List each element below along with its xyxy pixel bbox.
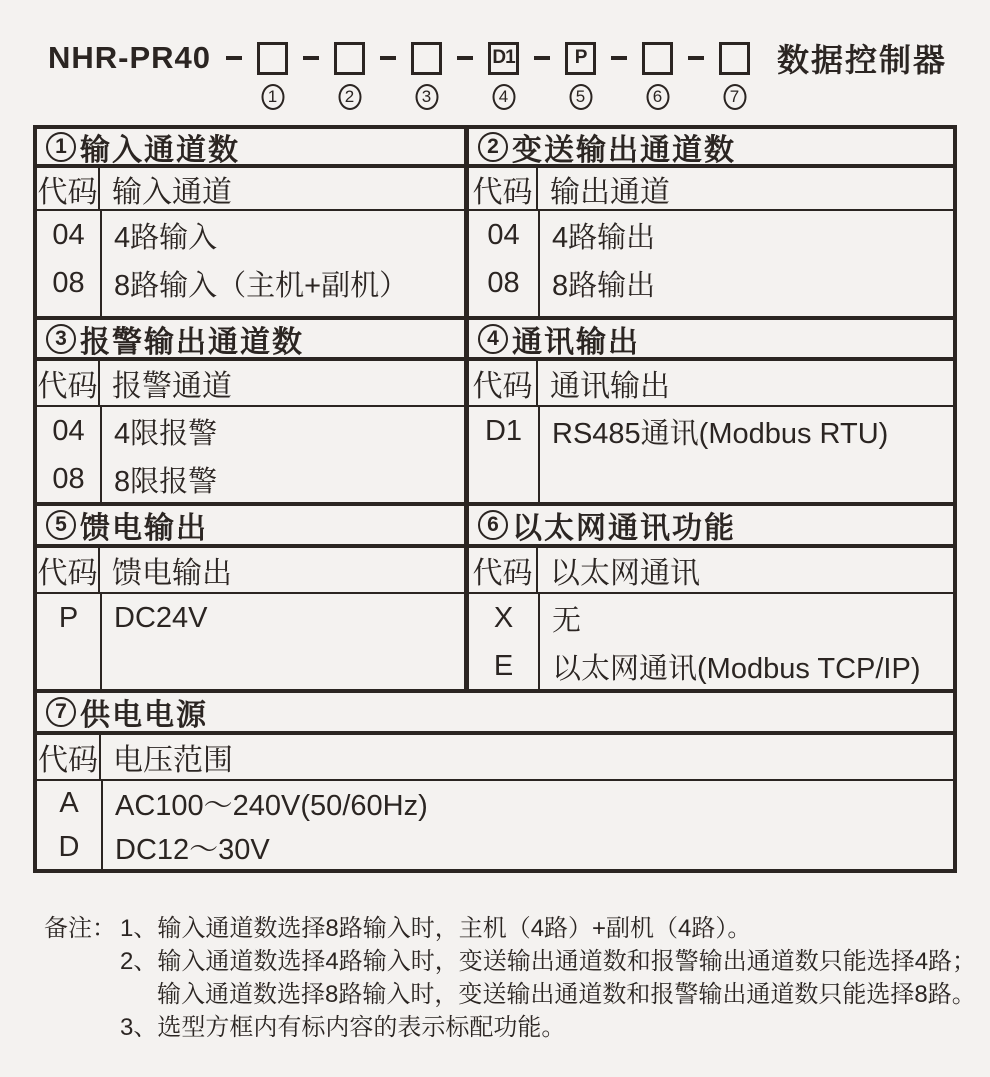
column-divider — [100, 407, 102, 502]
model-code-box — [411, 42, 442, 75]
model-boxes — [226, 42, 750, 106]
notes-label: 备注： — [44, 915, 116, 942]
section-title — [469, 129, 953, 168]
option-code: A — [59, 786, 79, 819]
options-area — [469, 211, 953, 316]
product-title: 数据控制器 — [777, 42, 948, 78]
circled-number-icon: 4 — [478, 324, 508, 354]
code-column-header: 代码 — [37, 168, 100, 209]
section-title — [37, 506, 464, 548]
option-code: 08 — [487, 266, 520, 299]
selection-table — [33, 125, 957, 873]
note-line: 2、输入通道数选择4路输入时，变送输出通道数和报警输出通道数只能选择4路； — [120, 948, 977, 975]
column-header-row — [37, 735, 953, 781]
section-feed-output — [37, 506, 464, 689]
option-description: DC12～30V — [115, 833, 270, 866]
section-alarm-output-channels — [37, 320, 464, 502]
note-line: 3、选型方框内有标内容的表示标配功能。 — [120, 1014, 566, 1041]
note-line: 1、输入通道数选择8路输入时，主机（4路）+副机（4路）。 — [120, 915, 752, 942]
column-divider — [538, 211, 540, 316]
desc-column-header: 报警通道 — [112, 370, 232, 403]
table-row-pair — [37, 689, 953, 869]
option-row — [469, 259, 953, 307]
model-code-slot — [642, 42, 673, 106]
dash-separator — [303, 56, 319, 60]
model-code-box: P — [565, 42, 596, 75]
column-header-row — [469, 168, 953, 211]
section-title-text: 馈电输出 — [80, 512, 208, 545]
desc-column-header: 馈电输出 — [112, 557, 232, 590]
section-title-text: 通讯输出 — [512, 325, 640, 359]
circled-number-icon: 4 — [492, 84, 515, 110]
desc-column-header: 通讯输出 — [550, 370, 670, 403]
section-title-text: 输入通道数 — [80, 133, 240, 167]
circled-number-icon: 6 — [646, 84, 669, 110]
section-input-channels — [37, 129, 464, 316]
model-code-box — [334, 42, 365, 75]
option-row — [469, 407, 953, 455]
code-column-header: 代码 — [469, 548, 538, 592]
code-column-header: 代码 — [37, 548, 100, 592]
option-row — [469, 642, 953, 690]
section-title-text: 供电电源 — [80, 699, 208, 732]
note-line: 输入通道数选择8路输入时，变送输出通道数和报警输出通道数只能选择8路。 — [157, 981, 976, 1008]
dash-separator — [688, 56, 704, 60]
column-header-row — [37, 361, 464, 407]
circled-number-icon: 1 — [261, 84, 284, 110]
option-code: 04 — [52, 218, 85, 251]
circled-number-icon: 3 — [415, 84, 438, 110]
dash-separator — [457, 56, 473, 60]
code-column-header: 代码 — [469, 361, 538, 405]
column-divider — [538, 407, 540, 502]
circled-number-icon: 1 — [46, 132, 76, 162]
column-header-row — [37, 548, 464, 594]
model-code-box — [642, 42, 673, 75]
dash-separator — [611, 56, 627, 60]
option-code: 08 — [52, 462, 85, 495]
column-header-row — [37, 168, 464, 211]
model-code-slot — [719, 42, 750, 106]
circled-number-icon: 2 — [478, 132, 508, 162]
circled-number-icon: 7 — [46, 697, 76, 727]
option-description: 8限报警 — [114, 465, 218, 498]
section-title-text: 以太网通讯功能 — [512, 512, 736, 545]
section-title — [37, 320, 464, 361]
option-description: 以太网通讯(Modbus TCP/IP) — [552, 652, 921, 685]
option-row — [469, 211, 953, 259]
code-column-header: 代码 — [469, 168, 538, 209]
model-code-diagram — [48, 40, 948, 106]
option-description: AC100～240V(50/60Hz) — [115, 789, 428, 822]
options-area — [37, 594, 464, 689]
option-code: X — [493, 601, 514, 634]
column-divider — [100, 211, 102, 316]
section-title — [469, 506, 953, 548]
column-divider — [100, 594, 102, 689]
circled-number-icon: 3 — [46, 324, 76, 354]
desc-column-header: 电压范围 — [113, 744, 233, 777]
option-code: D1 — [484, 414, 523, 447]
options-area — [469, 594, 953, 689]
section-title — [37, 129, 464, 168]
model-code-box — [719, 42, 750, 75]
section-title — [37, 693, 953, 735]
option-row — [37, 825, 953, 869]
model-code-box: D1 — [488, 42, 519, 75]
code-column-header: 代码 — [37, 361, 100, 405]
option-row — [469, 594, 953, 642]
circled-number-icon: 7 — [723, 84, 746, 110]
section-power-supply — [37, 693, 953, 869]
desc-column-header: 输入通道 — [112, 175, 232, 209]
column-divider — [538, 594, 540, 689]
section-ethernet-function — [469, 506, 953, 689]
dash-separator — [226, 56, 242, 60]
option-row — [37, 781, 953, 825]
column-divider — [101, 781, 103, 869]
desc-column-header: 输出通道 — [550, 175, 670, 209]
dash-separator — [534, 56, 550, 60]
model-code-box — [257, 42, 288, 75]
desc-column-header: 以太网通讯 — [550, 557, 700, 590]
option-code: 04 — [487, 218, 520, 251]
option-description: 8路输出 — [552, 269, 656, 302]
option-description: 4路输入 — [114, 221, 218, 254]
option-description: 4路输出 — [552, 221, 656, 254]
section-title-text: 报警输出通道数 — [80, 325, 304, 359]
section-communication-output — [469, 320, 953, 502]
option-code: P — [58, 601, 79, 634]
option-description: DC24V — [114, 601, 208, 634]
model-code-slot — [257, 42, 288, 106]
model-code-slot — [334, 42, 365, 106]
option-code: 08 — [52, 266, 85, 299]
option-code: D — [58, 830, 80, 863]
model-code-slot — [488, 42, 519, 106]
table-row-pair — [37, 502, 953, 689]
column-header-row — [469, 361, 953, 407]
circled-number-icon: 2 — [338, 84, 361, 110]
section-title — [469, 320, 953, 361]
options-area — [37, 407, 464, 502]
model-code-slot — [565, 42, 596, 106]
option-description: 8路输入（主机+副机） — [114, 269, 409, 302]
dash-separator — [380, 56, 396, 60]
circled-number-icon: 6 — [478, 510, 508, 540]
option-code: 04 — [52, 414, 85, 447]
table-row-pair — [37, 316, 953, 502]
circled-number-icon: 5 — [46, 510, 76, 540]
option-description: 4限报警 — [114, 417, 218, 450]
footnotes — [44, 912, 976, 1044]
model-code-slot — [411, 42, 442, 106]
code-column-header: 代码 — [37, 735, 101, 779]
model-prefix: NHR-PR40 — [48, 40, 212, 75]
table-row-pair — [37, 129, 953, 316]
section-transmit-output-channels — [469, 129, 953, 316]
option-description: 无 — [552, 604, 582, 637]
option-description: RS485通讯(Modbus RTU) — [552, 417, 889, 450]
circled-number-icon: 5 — [569, 84, 592, 110]
option-code: E — [493, 649, 514, 682]
options-area — [469, 407, 953, 502]
notes-list — [120, 912, 976, 1044]
options-area — [37, 211, 464, 316]
section-title-text: 变送输出通道数 — [512, 133, 736, 167]
column-header-row — [469, 548, 953, 594]
options-area — [37, 781, 953, 869]
